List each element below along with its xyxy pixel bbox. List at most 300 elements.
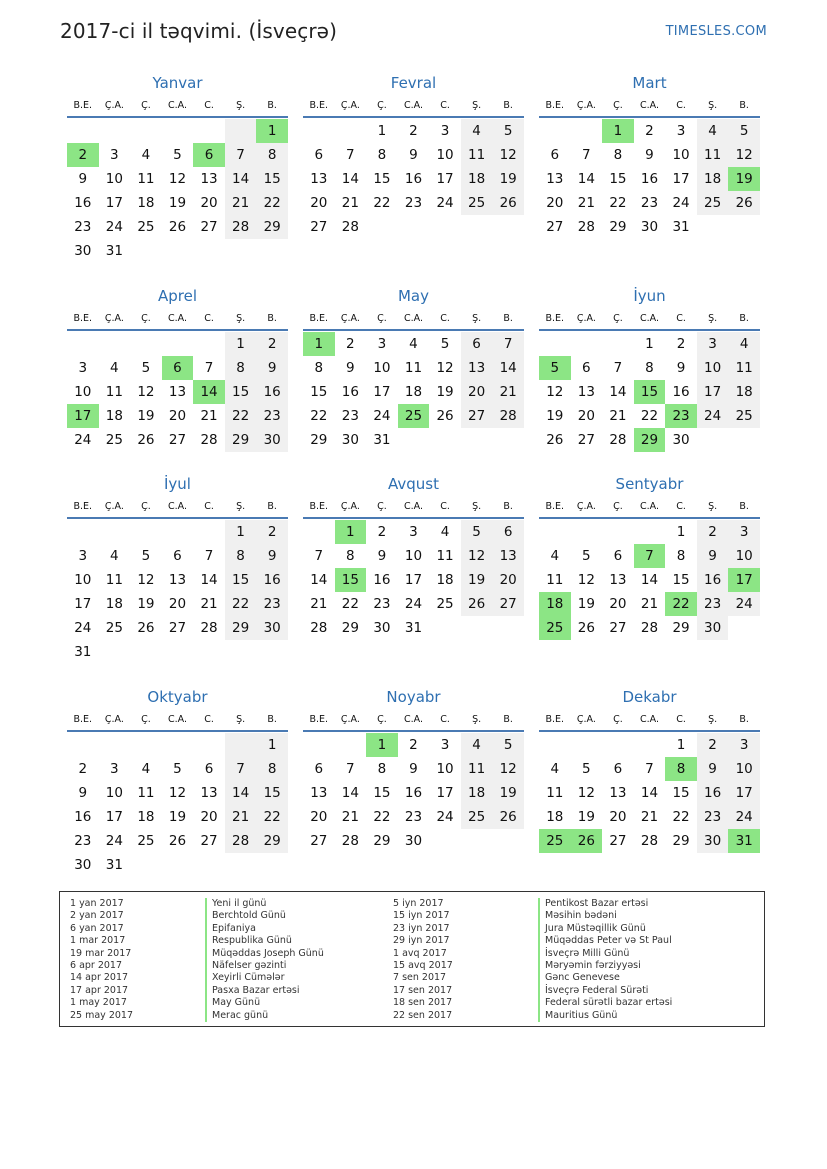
header-rule (67, 329, 288, 331)
day-cell: 7 (582, 147, 591, 163)
holiday-legend (59, 891, 765, 1027)
day-cell: 14 (341, 171, 359, 187)
day-cell: 2 (346, 336, 355, 352)
empty-cell (99, 332, 131, 356)
weekday-label: C. (204, 312, 214, 324)
weekday-label: B.E. (545, 500, 565, 512)
day-cell: 9 (645, 147, 654, 163)
day-cell: 4 (141, 761, 151, 777)
header-rule (303, 116, 524, 118)
weekday-label: Ç.A. (104, 713, 124, 725)
day-cell: 10 (672, 147, 690, 163)
day-cell: 7 (314, 548, 324, 564)
weekday-label: C.A. (403, 713, 423, 725)
empty-cell (67, 332, 99, 356)
day-cell: 13 (609, 785, 627, 801)
weekday-label: Ç. (377, 713, 387, 725)
weekday-label: C.A. (167, 500, 187, 512)
day-cell: 13 (492, 544, 524, 568)
empty-cell (130, 733, 162, 757)
day-cell: 4 (440, 524, 450, 540)
empty-cell (99, 733, 131, 757)
day-cell: 26 (728, 191, 760, 215)
weekday-label: C. (440, 99, 450, 111)
day-cell: 25 (461, 805, 493, 829)
weekday-label: Ç. (613, 312, 623, 324)
day-cell: 12 (492, 757, 524, 781)
day-cell: 18 (546, 809, 564, 825)
weekday-header (539, 495, 760, 517)
day-cell: 22 (310, 408, 328, 424)
day-cell: 26 (577, 620, 595, 636)
day-cell: 10 (404, 548, 423, 564)
day-cell: 25 (105, 432, 123, 448)
day-cell: 29 (672, 620, 690, 636)
day-cell: 14 (225, 781, 257, 805)
header-rule (539, 329, 760, 331)
day-cell: 6 (613, 548, 623, 564)
header-rule (67, 517, 288, 519)
empty-cell (225, 733, 257, 757)
day-cell: 5 (492, 119, 524, 143)
day-cell: 21 (577, 195, 595, 211)
day-cell: 24 (404, 596, 423, 612)
weekday-label: C. (204, 99, 214, 111)
day-cell: 9 (78, 785, 88, 801)
holiday-day-cell: 29 (634, 428, 666, 452)
weekday-label: C. (676, 500, 686, 512)
day-cell: 18 (728, 380, 760, 404)
legend-date: 15 avq 2017 (393, 960, 453, 972)
day-cell: 6 (173, 548, 182, 564)
day-cell: 13 (461, 356, 493, 380)
day-cell: 1 (225, 520, 257, 544)
day-cell: 14 (200, 572, 218, 588)
day-cell: 1 (256, 733, 288, 757)
day-cell: 4 (461, 733, 493, 757)
day-cell: 28 (640, 833, 659, 849)
day-cell: 21 (225, 191, 257, 215)
day-cell: 3 (78, 548, 88, 564)
weekday-label: C. (440, 312, 450, 324)
day-cell: 30 (404, 833, 423, 849)
day-cell: 28 (341, 219, 359, 235)
empty-cell (335, 119, 367, 143)
empty-cell (602, 520, 634, 544)
day-cell: 9 (409, 761, 418, 777)
header-rule (539, 517, 760, 519)
day-cell: 7 (346, 147, 355, 163)
day-cell: 4 (409, 336, 418, 352)
weekday-label: Ç. (613, 500, 623, 512)
day-cell: 8 (225, 544, 257, 568)
day-cell: 10 (373, 360, 391, 376)
weekday-label: B. (267, 713, 277, 725)
brand-link[interactable]: TIMESLES.COM (665, 24, 767, 39)
day-cell: 16 (404, 171, 423, 187)
legend-holiday-name: Yeni il günü (205, 898, 324, 910)
empty-cell (634, 520, 666, 544)
month-block (67, 72, 288, 263)
day-cell: 9 (256, 544, 288, 568)
day-cell: 4 (110, 360, 119, 376)
day-cell: 2 (256, 520, 288, 544)
day-cell: 1 (645, 336, 654, 352)
day-cell: 3 (728, 520, 760, 544)
day-cell: 13 (200, 171, 218, 187)
day-cell: 16 (74, 195, 92, 211)
days-grid (303, 119, 524, 239)
day-cell: 22 (225, 592, 257, 616)
weekday-label: B.E. (545, 99, 565, 111)
day-cell: 10 (728, 757, 760, 781)
days-grid (303, 733, 524, 853)
day-cell: 3 (440, 123, 450, 139)
day-cell: 29 (341, 620, 359, 636)
header-rule (303, 329, 524, 331)
weekday-label: B. (267, 500, 277, 512)
weekday-label: B. (503, 500, 513, 512)
weekday-label: Ç.A. (104, 99, 124, 111)
weekday-label: Ç. (377, 99, 387, 111)
day-cell: 27 (609, 620, 627, 636)
day-cell: 4 (461, 119, 493, 143)
empty-cell (162, 332, 194, 356)
weekday-label: C.A. (167, 312, 187, 324)
day-cell: 4 (550, 761, 560, 777)
day-cell: 20 (492, 568, 524, 592)
holiday-day-cell: 1 (303, 332, 335, 356)
empty-cell (193, 119, 225, 143)
day-cell: 26 (436, 408, 454, 424)
day-cell: 30 (74, 243, 92, 259)
day-cell: 6 (204, 761, 214, 777)
day-cell: 13 (200, 785, 218, 801)
empty-cell (539, 332, 571, 356)
day-cell: 2 (676, 336, 686, 352)
month-name: Noyabr (386, 688, 441, 706)
weekday-label: Ç. (613, 713, 623, 725)
weekday-label: Ç.A. (340, 99, 360, 111)
holiday-day-cell: 25 (398, 404, 430, 428)
day-cell: 14 (492, 356, 524, 380)
day-cell: 9 (409, 147, 418, 163)
day-cell: 14 (640, 785, 659, 801)
month-name: Mart (632, 74, 667, 92)
day-cell: 9 (676, 360, 686, 376)
day-cell: 8 (377, 147, 387, 163)
holiday-day-cell: 22 (665, 592, 697, 616)
weekday-label: C.A. (403, 312, 423, 324)
day-cell: 25 (137, 219, 155, 235)
weekday-label: B.E. (73, 713, 93, 725)
day-cell: 27 (200, 219, 218, 235)
day-cell: 28 (609, 432, 627, 448)
day-cell: 17 (697, 380, 729, 404)
day-cell: 15 (310, 384, 328, 400)
days-grid (303, 520, 524, 640)
weekday-label: Ç. (377, 500, 387, 512)
day-cell: 28 (225, 215, 257, 239)
day-cell: 9 (346, 360, 355, 376)
day-cell: 1 (225, 332, 257, 356)
weekday-label: B. (267, 99, 277, 111)
weekday-label: B. (503, 713, 513, 725)
weekday-label: Ş. (472, 713, 482, 725)
legend-date: 25 may 2017 (70, 1009, 134, 1021)
day-cell: 17 (105, 195, 123, 211)
day-cell: 29 (609, 219, 627, 235)
weekday-label: Ç. (141, 500, 151, 512)
empty-cell (602, 733, 634, 757)
day-cell: 18 (697, 167, 729, 191)
day-cell: 22 (373, 195, 391, 211)
month-block (539, 686, 760, 853)
day-cell: 12 (577, 785, 595, 801)
day-cell: 13 (546, 171, 564, 187)
day-cell: 23 (640, 195, 659, 211)
day-cell: 1 (377, 123, 387, 139)
day-cell: 20 (609, 809, 627, 825)
weekday-label: B.E. (73, 500, 93, 512)
legend-date: 17 sen 2017 (393, 984, 453, 996)
day-cell: 27 (461, 404, 493, 428)
day-cell: 28 (200, 432, 218, 448)
empty-cell (130, 520, 162, 544)
weekday-label: B.E. (309, 99, 329, 111)
day-cell: 15 (225, 568, 257, 592)
day-cell: 12 (168, 171, 187, 187)
day-cell: 16 (256, 568, 288, 592)
day-cell: 22 (256, 805, 288, 829)
weekday-header (67, 495, 288, 517)
page-title: 2017-ci il təqvimi. (İsveçrə) (60, 19, 337, 43)
day-cell: 2 (256, 332, 288, 356)
day-cell: 13 (609, 572, 627, 588)
day-cell: 29 (256, 829, 288, 853)
weekday-label: B. (739, 99, 749, 111)
day-cell: 23 (404, 195, 423, 211)
day-cell: 26 (546, 432, 564, 448)
legend-date: 18 sen 2017 (393, 997, 453, 1009)
empty-cell (193, 520, 225, 544)
day-cell: 18 (137, 809, 155, 825)
day-cell: 17 (105, 809, 123, 825)
day-cell: 7 (492, 332, 524, 356)
days-grid (539, 520, 760, 640)
weekday-label: Ş. (236, 99, 246, 111)
day-cell: 7 (346, 761, 355, 777)
weekday-label: Ç. (141, 312, 151, 324)
day-cell: 12 (492, 143, 524, 167)
day-cell: 3 (377, 336, 387, 352)
empty-cell (634, 733, 666, 757)
weekday-label: Ç.A. (576, 713, 596, 725)
weekday-header (67, 94, 288, 116)
day-cell: 30 (341, 432, 359, 448)
day-cell: 6 (492, 520, 524, 544)
day-cell: 3 (78, 360, 88, 376)
weekday-label: Ç. (141, 713, 151, 725)
day-cell: 21 (200, 408, 218, 424)
weekday-label: Ç.A. (576, 99, 596, 111)
day-cell: 5 (728, 119, 760, 143)
weekday-label: C. (676, 713, 686, 725)
day-cell: 24 (436, 809, 454, 825)
empty-cell (99, 119, 131, 143)
legend-date: 23 iyn 2017 (393, 922, 450, 934)
weekday-label: C. (204, 500, 214, 512)
day-cell: 6 (550, 147, 560, 163)
day-cell: 12 (728, 143, 760, 167)
day-cell: 25 (137, 833, 155, 849)
day-cell: 16 (74, 809, 92, 825)
day-cell: 15 (672, 785, 690, 801)
day-cell: 12 (137, 384, 155, 400)
weekday-label: Ş. (708, 500, 718, 512)
day-cell: 22 (672, 809, 690, 825)
weekday-label: B.E. (545, 713, 565, 725)
legend-holiday-name: Mauritius Günü (538, 1010, 672, 1022)
weekday-header (303, 708, 524, 730)
day-cell: 2 (697, 733, 729, 757)
day-cell: 11 (105, 384, 123, 400)
day-cell: 6 (314, 761, 324, 777)
day-cell: 12 (436, 360, 454, 376)
day-cell: 17 (373, 384, 391, 400)
day-cell: 5 (141, 548, 151, 564)
empty-cell (193, 332, 225, 356)
day-cell: 11 (137, 171, 155, 187)
legend-date: 14 apr 2017 (70, 972, 129, 984)
day-cell: 3 (110, 761, 119, 777)
day-cell: 23 (697, 592, 729, 616)
day-cell: 17 (436, 171, 454, 187)
legend-names-left (205, 898, 324, 1022)
holiday-day-cell: 1 (602, 119, 634, 143)
day-cell: 10 (74, 572, 92, 588)
month-name: İyul (164, 475, 191, 493)
day-cell: 28 (200, 620, 218, 636)
day-cell: 30 (672, 432, 690, 448)
day-cell: 26 (168, 833, 187, 849)
day-cell: 24 (105, 219, 123, 235)
empty-cell (130, 119, 162, 143)
day-cell: 28 (225, 829, 257, 853)
holiday-day-cell: 15 (634, 380, 666, 404)
day-cell: 11 (436, 548, 454, 564)
day-cell: 23 (256, 404, 288, 428)
day-cell: 26 (461, 592, 493, 616)
day-cell: 28 (310, 620, 328, 636)
day-cell: 19 (492, 167, 524, 191)
weekday-label: Ç. (377, 312, 387, 324)
day-cell: 29 (256, 215, 288, 239)
day-cell: 19 (137, 596, 155, 612)
legend-date: 29 iyn 2017 (393, 935, 450, 947)
legend-date: 19 mar 2017 (70, 947, 132, 959)
empty-cell (67, 733, 99, 757)
day-cell: 14 (310, 572, 328, 588)
month-name: Sentyabr (615, 475, 684, 493)
header-rule (67, 116, 288, 118)
month-name: Aprel (157, 287, 198, 305)
day-cell: 10 (436, 761, 454, 777)
header-rule (539, 116, 760, 118)
day-cell: 3 (409, 524, 418, 540)
day-cell: 10 (105, 785, 123, 801)
day-cell: 27 (609, 833, 627, 849)
day-cell: 4 (141, 147, 151, 163)
day-cell: 30 (697, 829, 729, 853)
day-cell: 18 (137, 195, 155, 211)
day-cell: 7 (613, 360, 623, 376)
empty-cell (539, 119, 571, 143)
empty-cell (162, 733, 194, 757)
holiday-day-cell: 7 (634, 544, 666, 568)
legend-date: 1 avq 2017 (393, 947, 447, 959)
legend-holiday-name: Məryəmin fərziyyəsi (538, 960, 672, 972)
weekday-label: Ç.A. (340, 713, 360, 725)
day-cell: 3 (728, 733, 760, 757)
weekday-label: C. (440, 500, 450, 512)
weekday-label: B. (503, 312, 513, 324)
day-cell: 21 (640, 596, 659, 612)
weekday-header (67, 307, 288, 329)
day-cell: 26 (492, 191, 524, 215)
day-cell: 15 (373, 171, 391, 187)
day-cell: 4 (728, 332, 760, 356)
day-cell: 11 (461, 143, 493, 167)
day-cell: 11 (137, 785, 155, 801)
day-cell: 16 (256, 380, 288, 404)
weekday-label: C. (440, 713, 450, 725)
day-cell: 15 (672, 572, 690, 588)
day-cell: 25 (697, 191, 729, 215)
weekday-label: C. (676, 312, 686, 324)
holiday-day-cell: 25 (539, 616, 571, 640)
month-block (67, 686, 288, 877)
holiday-day-cell: 1 (366, 733, 398, 757)
weekday-label: B. (503, 99, 513, 111)
day-cell: 11 (697, 143, 729, 167)
day-cell: 15 (609, 171, 627, 187)
month-name: İyun (633, 287, 666, 305)
day-cell: 21 (310, 596, 328, 612)
day-cell: 4 (697, 119, 729, 143)
empty-cell (99, 520, 131, 544)
day-cell: 23 (256, 592, 288, 616)
day-cell: 11 (105, 572, 123, 588)
day-cell: 16 (697, 568, 729, 592)
weekday-label: B. (267, 312, 277, 324)
day-cell: 18 (105, 408, 123, 424)
day-cell: 2 (409, 737, 418, 753)
day-cell: 26 (137, 432, 155, 448)
weekday-label: Ş. (472, 312, 482, 324)
month-name: Fevral (390, 74, 437, 92)
legend-date: 6 apr 2017 (70, 960, 123, 972)
day-cell: 21 (492, 380, 524, 404)
weekday-label: C.A. (639, 312, 659, 324)
weekday-label: C. (676, 99, 686, 111)
empty-cell (335, 733, 367, 757)
holiday-day-cell: 26 (571, 829, 603, 853)
day-cell: 10 (436, 147, 454, 163)
month-name: Yanvar (152, 74, 203, 92)
empty-cell (571, 520, 603, 544)
day-cell: 23 (373, 596, 391, 612)
